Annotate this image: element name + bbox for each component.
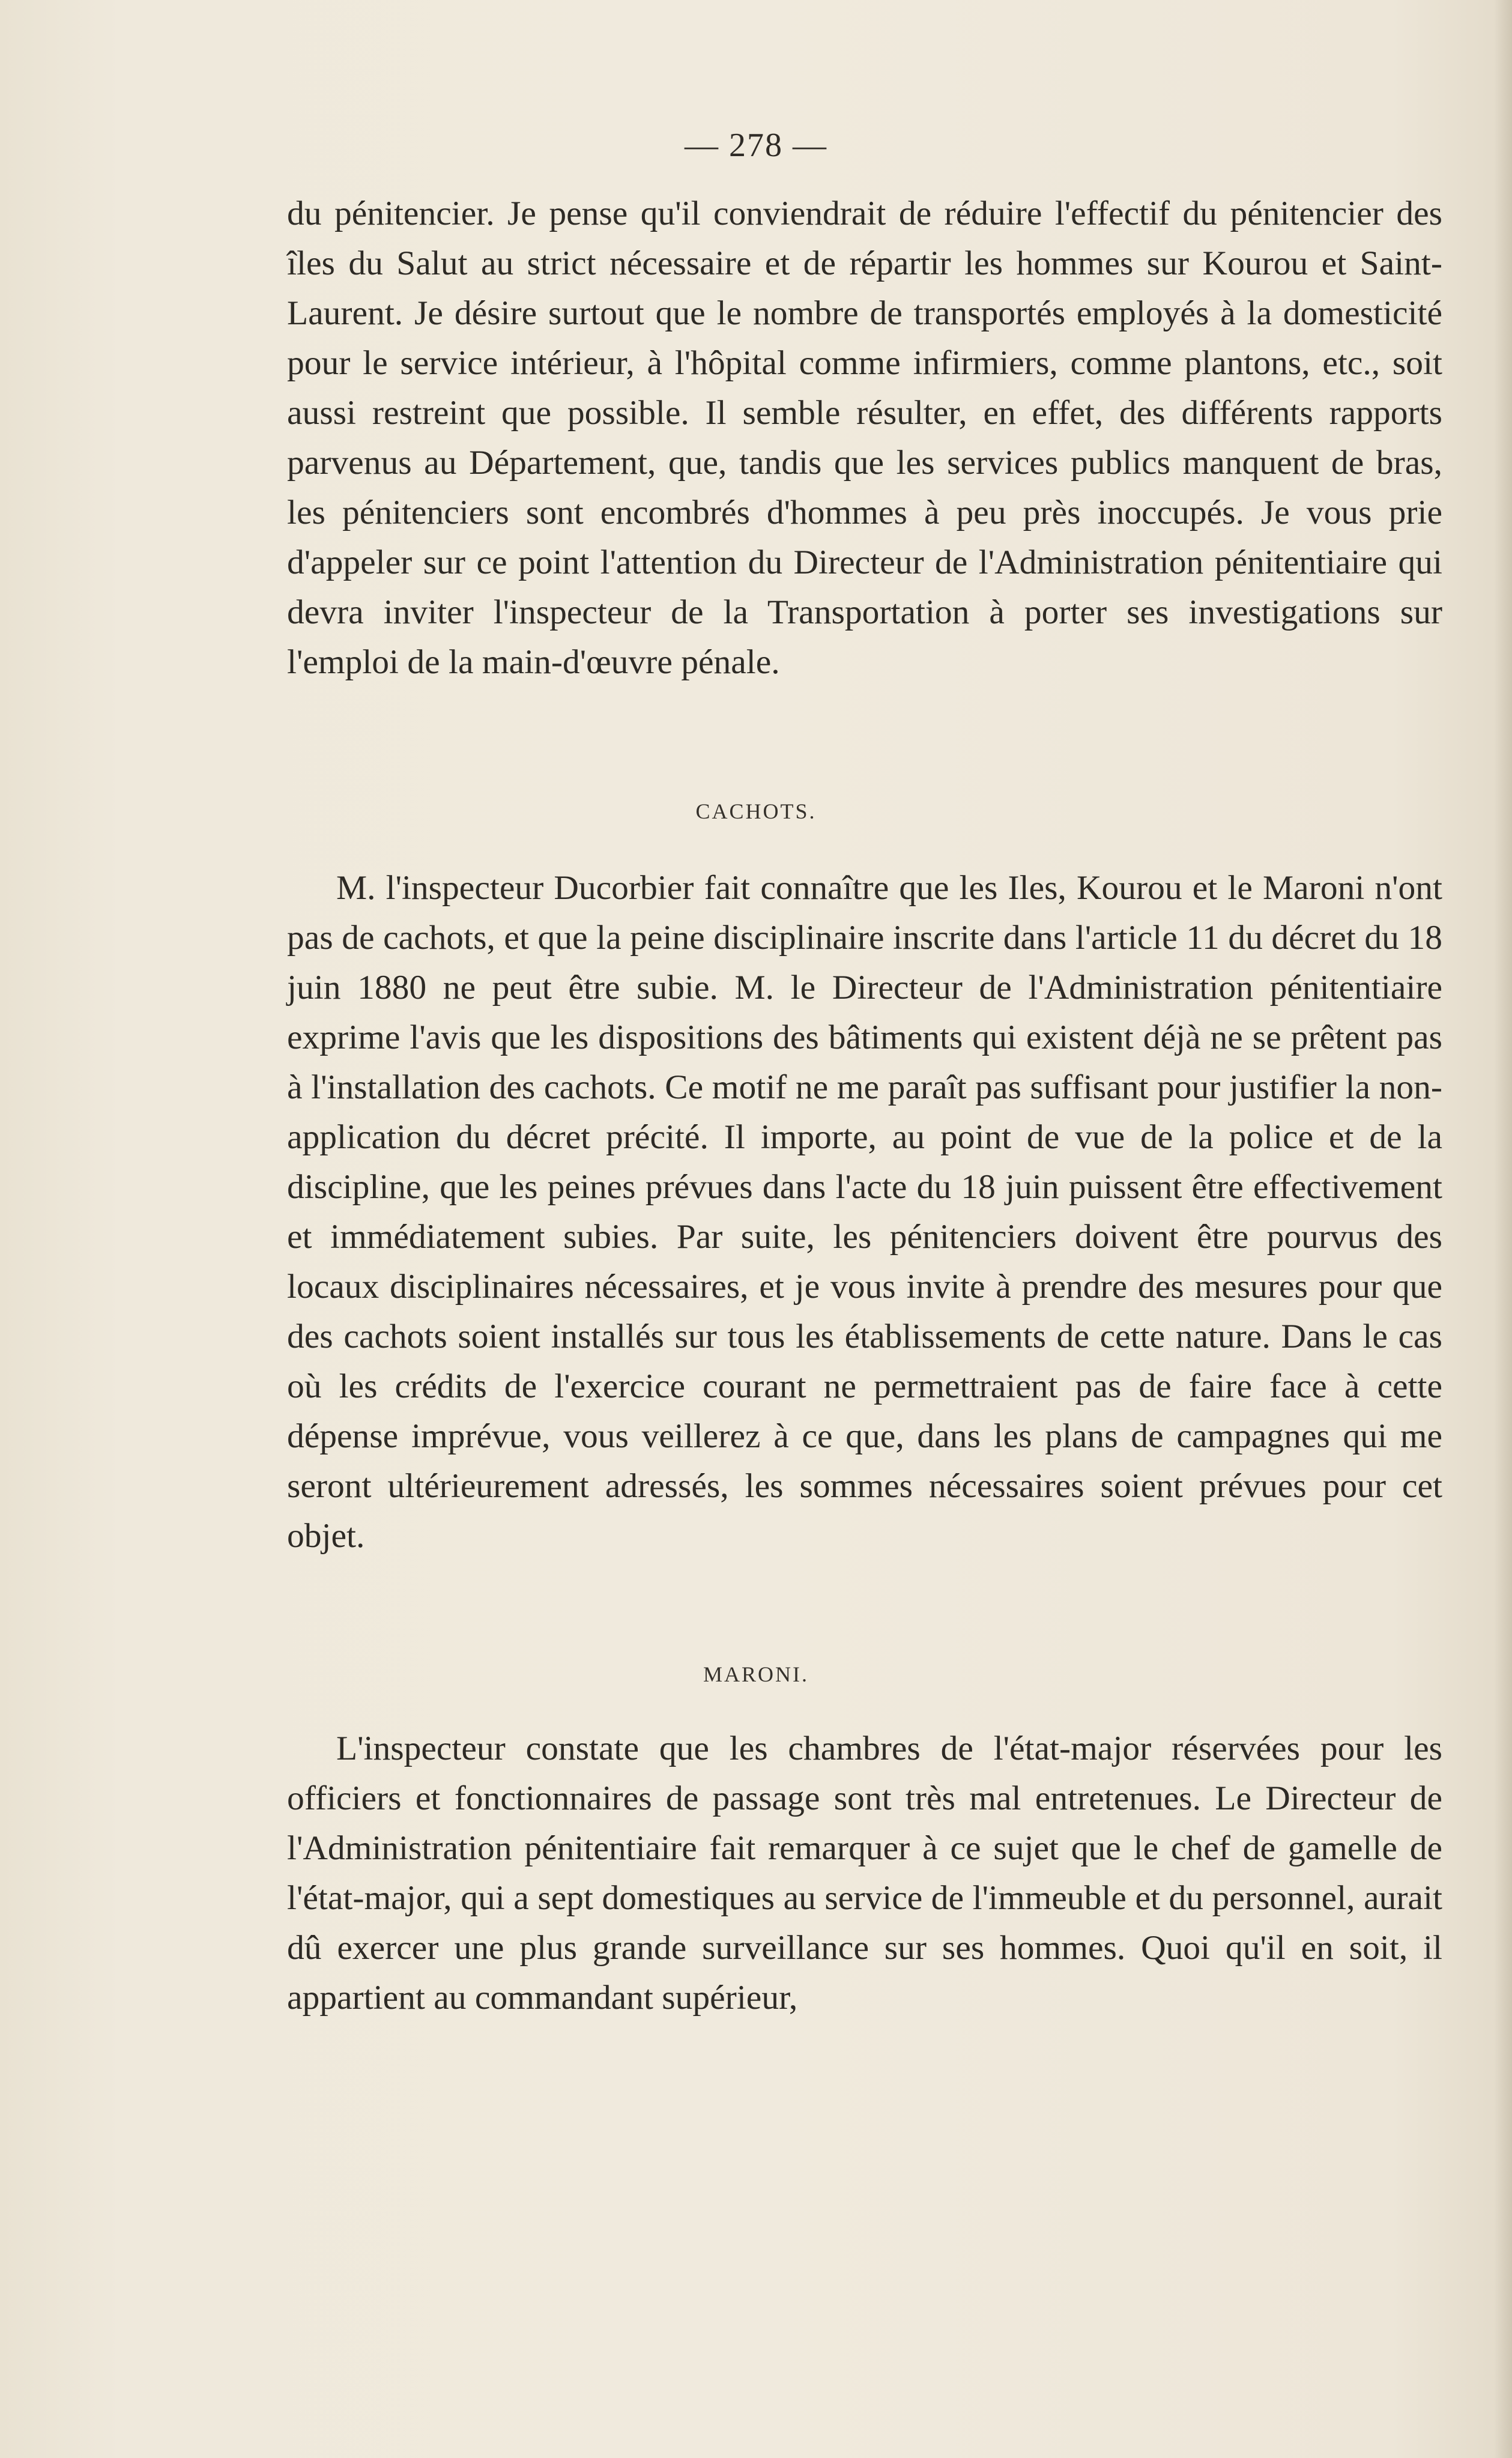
body-text-block-2 bbox=[287, 863, 1442, 1561]
paragraph-continuation: du pénitencier. Je pense qu'il conviendrait de réduire l'effectif du pénitencier des îles du Salut au strict nécessaire et de répartir les hommes sur Kourou et Saint-Laurent. Je désire surtout que le nombre de transportés employés à la domesticité pour le service intérieur, à l'hôpital comme infirmiers, comme plantons, etc., soit aussi restreint que possible. Il semble résulter, en effet, des différents rapports parvenus au Département, que, tandis que les services publics manquent de bras, les pénitenciers sont encombrés d'hommes à peu près inoccupés. Je vous prie d'appeler sur ce point l'attention du Directeur de l'Administration pénitentiaire qui devra inviter l'inspecteur de la Transportation à porter ses investigations sur l'emploi de la main-d'œuvre pénale. bbox=[287, 195, 1442, 681]
section-heading-cachots: CACHOTS. bbox=[695, 799, 817, 823]
page-number: — 278 — bbox=[685, 127, 827, 164]
body-text-block-3 bbox=[287, 1724, 1442, 2023]
paragraph-cachots: M. l'inspecteur Ducorbier fait connaître que les Iles, Kourou et le Maroni n'ont pas de cachots, et que la peine disciplinaire inscrite dans l'article 11 du décret du 18 juin 1880 ne peut être subie. M. le Directeur de l'Administration pénitentiaire exprime l'avis que les dispositions des bâtiments qui existent déjà ne se prêtent pas à l'installation des cachots. Ce motif ne me paraît pas suffisant pour justifier la non-application du décret précité. Il importe, au point de vue de la police et de la discipline, que les peines prévues dans l'acte du 18 juin puissent être effectivement et immédiatement subies. Par suite, les pénitenciers doivent être pourvus des locaux disciplinaires nécessaires, et je vous invite à prendre des mesures pour que des cachots soient installés sur tous les établissements de cette nature. Dans le cas où les crédits de l'exercice courant ne permettraient pas de faire face à cette dépense imprévue, vous veillerez à ce que, dans les plans de campagnes qui me seront ultérieurement adressés, les sommes nécessaires soient prévues pour cet objet. bbox=[287, 869, 1442, 1555]
body-text-block-1 bbox=[287, 189, 1442, 687]
page-edge-shadow bbox=[1494, 0, 1512, 2458]
paragraph-maroni: L'inspecteur constate que les chambres de l'état-major réservées pour les officiers et fonctionnaires de passage sont très mal entretenues. Le Directeur de l'Administration pénitentiaire fait remarquer à ce sujet que le chef de gamelle de l'état-major, qui a sept domestiques au service de l'immeuble et du personnel, aurait dû exercer une plus grande surveillance sur ses hommes. Quoi qu'il en soit, il appartient au commandant supérieur, bbox=[287, 1730, 1442, 2017]
section-heading-maroni: MARONI. bbox=[703, 1662, 809, 1686]
